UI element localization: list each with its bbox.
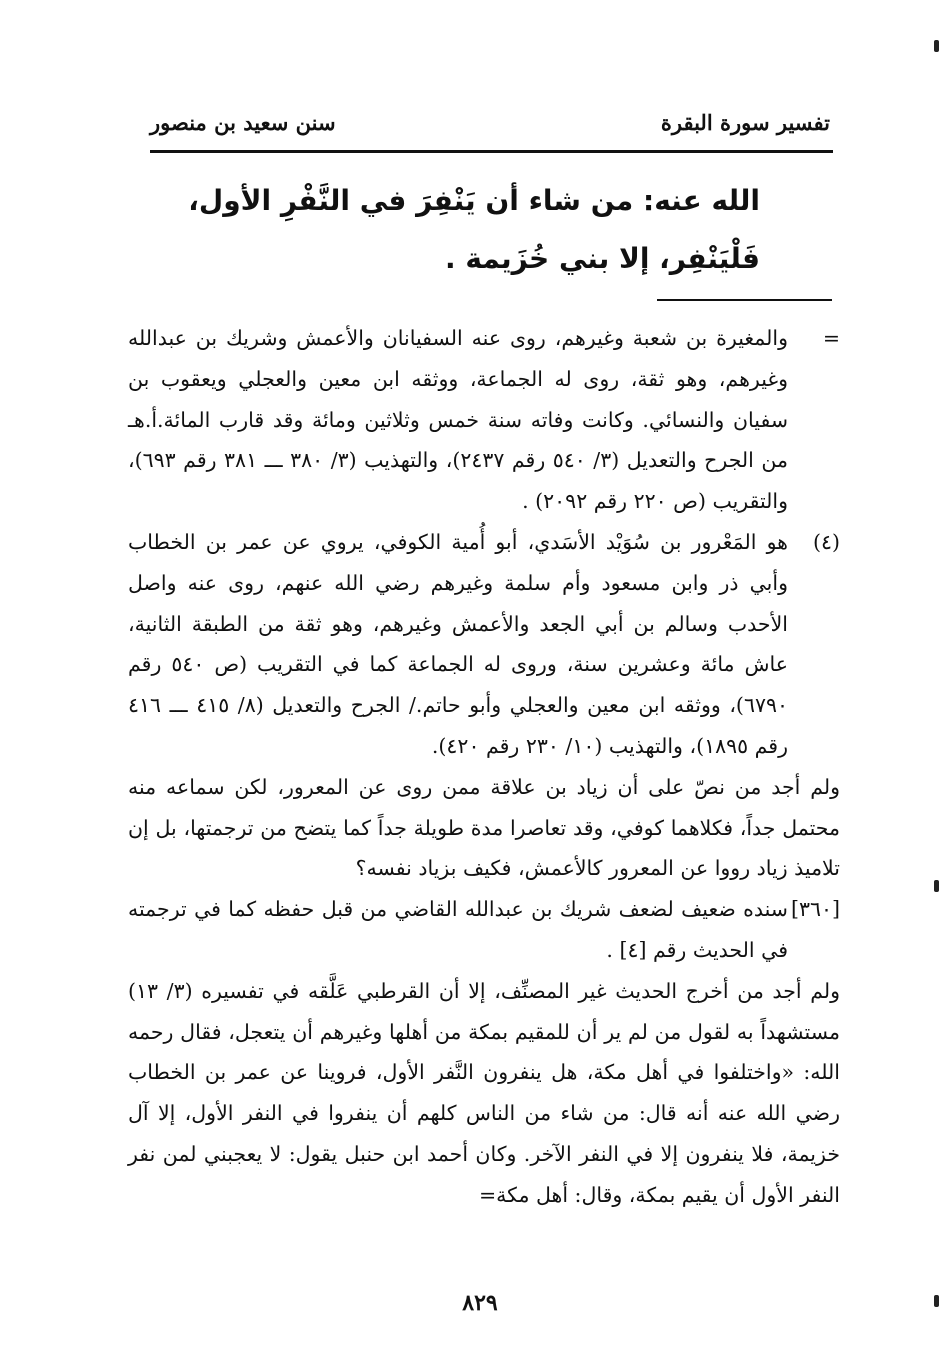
page-number: ٨٢٩: [462, 1290, 498, 1316]
footnote-separator: [657, 299, 832, 301]
footnote-text: هو المَعْرور بن سُوَيْد الأسَدي، أبو أُمية الكوفي، يروي عن عمر بن الخطاب وأبي ذر وابن مسعود وأم سلمة وغيرهم رضي الله عنهم، روى عنه واصل الأحدب وسالم بن أبي الجعد والأعمش وغيرهم، وهو ثقة من الطبقة الثانية، عاش مائة وعشرين سنة، وروى له الجماعة كما في التقريب (ص ٥٤٠ رقم ٦٧٩٠)، ووثقه ابن معين والعجلي وأبو حاتم./ الجرح والتعديل (٨/ ٤١٥ ـــ ٤١٦ رقم ١٨٩٥)، والتهذيب (١٠/ ٢٣٠ رقم ٤٢٠).: [128, 529, 789, 758]
footnote-4: [128, 522, 840, 767]
hadith-text: الله عنه: من شاء أن يَنْفِرَ في النَّفْرِ الأول، فَلْيَنْفِر، إلا بني خُزَيمة .: [188, 184, 760, 275]
scan-mark: [934, 1295, 939, 1307]
footnote-360: [128, 889, 840, 971]
footnote-360-paragraph: ولم أجد من أخرج الحديث غير المصنِّف، إلا أن القرطبي عَلَّقه في تفسيره (٣/ ١٣) مستشهداً به لقول من لم ير أن للمقيم بمكة من أهلها وغيرهم أن يتعجل، فقال رحمه الله: «واختلفوا في أهل مكة، هل ينفرون النَّفر الأول، فروينا عن عمر بن الخطاب رضي الله عنه أنه قال: من شاء من الناس كلهم أن ينفروا في النفر الأول، إلا آل خزيمة، فلا ينفرون إلا في النفر الآخر. وكان أحمد ابن حنبل يقول: لا يعجبني لمن نفر النفر الأول أن يقيم بمكة، وقال: أهل مكة=: [128, 978, 840, 1207]
footnote-text: سنده ضعيف لضعف شريك بن عبدالله القاضي من قبل حفظه كما في ترجمته في الحديث رقم [٤] .: [128, 897, 788, 962]
footnote-4-paragraph: ولم أجد من نصّ على أن زياد بن علاقة ممن روى عن المعرور، لكن سماعه منه محتمل جداً، فكلاهما كوفي، وقد تعاصرا مدة طويلة جداً كما يتضح من ترجمتها، بل إن تلاميذ زياد رووا عن المعرور كالأعمش، فكيف بزياد نفسه؟: [128, 774, 840, 881]
footnote-text: والمغيرة بن شعبة وغيرهم، روى عنه السفيانان والأعمش وشريك بن عبدالله وغيرهم، وهو ثقة، روى له الجماعة، ووثقه ابن معين والعجلي ويعقوب بن سفيان والنسائي. وكانت وفاته سنة خمس وثلاثين ومائة وقد قارب المائة.أ.هـ من الجرح والتعديل (٣/ ٥٤٠ رقم ٢٤٣٧)، والتهذيب (٣/ ٣٨٠ ـــ ٣٨١ رقم ٦٩٣)، والتقريب (ص ٢٢٠ رقم ٢٠٩٢) .: [128, 326, 788, 514]
hadith-number: [٣٦٠]: [790, 897, 840, 922]
footnote-number: (٤): [812, 529, 840, 554]
section-title: تفسير سورة البقرة: [660, 110, 830, 135]
footnotes: [128, 318, 840, 1216]
scan-mark: [934, 40, 939, 52]
book-title: سنن سعيد بن منصور: [150, 110, 336, 135]
scan-mark: [934, 880, 939, 892]
header-rule: [150, 150, 833, 153]
running-header: [150, 110, 830, 140]
footnote-continuation: [128, 318, 840, 522]
continuation-marker: =: [822, 326, 840, 350]
